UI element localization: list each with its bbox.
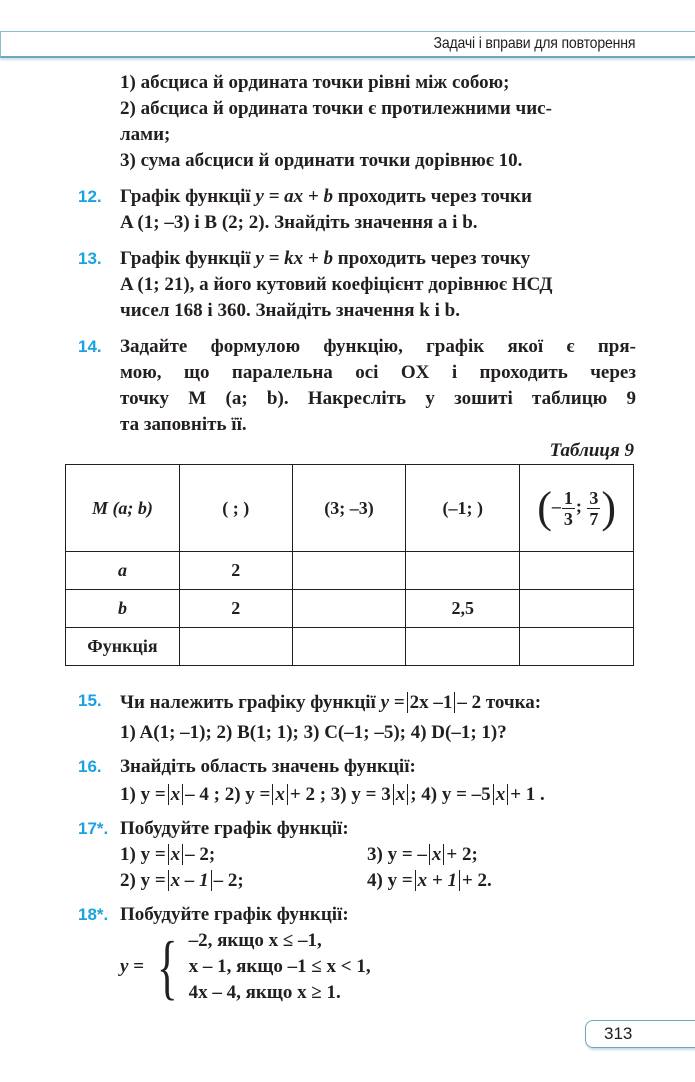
page-number: 313: [604, 1024, 633, 1043]
running-header: [0, 31, 695, 58]
task-number: 16.: [78, 757, 102, 776]
table-header-cell-fraction: (– $\frac{1}{3}$ ; $\frac{3}{7}$ ): [520, 465, 634, 552]
page-content-lower: [78, 688, 636, 1006]
task-text-line: Графік функції y = kx + b проходить через точку: [120, 248, 531, 269]
task-text-line: 1) A(1; –1); 2) B(1; 1); 3) C(–1; –5); 4) D(–1; 1)?: [120, 722, 507, 743]
table-caption: Таблиця 9: [549, 440, 634, 461]
row-label: b: [66, 590, 180, 628]
task-text-line: 1) y = x – 4 ; 2) y = x + 2 ; 3) y = 3 x ; 4) y = –5 x + 1 .: [120, 784, 545, 805]
list-item: 2) абсциса й ордината точки є протилежними чис-: [120, 98, 552, 119]
case-line: –2, якщо x ≤ –1,: [188, 930, 322, 951]
table-9: [65, 464, 634, 666]
fraction: $\frac{1}{3}$: [563, 487, 573, 529]
task-text-line: мою, що паралельна осі OX і проходить через: [120, 362, 636, 383]
table-row: [66, 628, 634, 666]
table-row: [66, 552, 634, 590]
task-text-line: точку M (a; b). Накресліть у зошиті таблицю 9: [120, 388, 636, 409]
task-text-line: Побудуйте графік функції:: [120, 818, 349, 839]
absolute-value: 2x –1: [407, 692, 456, 713]
table-cell: [520, 552, 634, 590]
task-text-line: Задайте формулою функцію, графік якої є пря-: [120, 336, 636, 357]
task-text-line: Чи належить графіку функції y = 2x –1 – 2 точка:: [120, 692, 542, 713]
task-text-line: Побудуйте графік функції:: [120, 904, 349, 925]
task-text-line: 1) y = x – 2; 3) y = – x + 2;: [120, 844, 478, 865]
table-header-cell: ( ; ): [179, 465, 292, 552]
task-number: 13.: [78, 249, 102, 268]
table-cell: 2: [179, 590, 292, 628]
table-cell: [292, 628, 406, 666]
task-number: 17*.: [78, 819, 109, 838]
case-line: x – 1, якщо –1 ≤ x < 1,: [188, 956, 371, 977]
task-16: [78, 754, 636, 810]
task-17: [78, 816, 636, 894]
task-14: [78, 334, 636, 438]
row-label: Функція: [66, 628, 180, 666]
right-paren: ): [601, 483, 616, 532]
header-title: Задачі і вправи для повторення: [433, 35, 635, 52]
list-item: лами;: [120, 124, 171, 145]
table-header-cell: (3; –3): [292, 465, 406, 552]
task-text-line: Графік функції y = ax + b проходить через точки: [120, 186, 532, 207]
table-cell: [406, 552, 520, 590]
left-paren: (: [537, 483, 552, 532]
list-item: 3) сума абсциси й ординати точки дорівнює 10.: [120, 150, 523, 171]
page-content: [78, 70, 636, 464]
task-number: 14.: [78, 337, 102, 356]
task-18: [78, 902, 636, 1006]
fraction: $\frac{3}{7}$: [589, 487, 599, 529]
table-cell: [520, 628, 634, 666]
page-number-tab: [585, 1020, 695, 1048]
task-text-line: A (1; 21), а його кутовий коефіцієнт дорівнює НСД: [120, 274, 553, 295]
table-cell: [292, 552, 406, 590]
task-text-line: 2) y = x – 1 – 2; 4) y = x + 1 + 2.: [120, 870, 492, 891]
task-11-continuation: [78, 70, 636, 174]
task-15: [78, 688, 636, 748]
task-number: 12.: [78, 187, 102, 206]
piecewise-function: y = { –2, якщо x ≤ –1, x – 1, якщо –1 ≤ x < 1, 4x – 4, якщо x ≥ 1.: [120, 927, 371, 1007]
table-cell: [406, 628, 520, 666]
table-cell: [179, 628, 292, 666]
table-cell: [520, 590, 634, 628]
task-number: 15.: [78, 691, 102, 710]
task-12: [78, 184, 636, 236]
table-cell: [292, 590, 406, 628]
task-text-line: A (1; –3) і B (2; 2). Знайдіть значення a і b.: [120, 212, 478, 233]
task-text-line: чисел 168 і 360. Знайдіть значення k і b.: [120, 300, 460, 321]
table-cell: 2: [179, 552, 292, 590]
case-line: 4x – 4, якщо x ≥ 1.: [188, 982, 341, 1003]
left-brace: {: [156, 927, 178, 1007]
table-header-row: [66, 465, 634, 552]
task-text-line: Знайдіть область значень функції:: [120, 756, 416, 777]
table-header-cell: M (a; b): [66, 465, 180, 552]
formula: y = kx + b: [255, 248, 333, 269]
list-item: 1) абсциса й ордината точки рівні між собою;: [120, 72, 510, 93]
formula: y = ax + b: [255, 186, 333, 207]
row-label: a: [66, 552, 180, 590]
task-number: 18*.: [78, 905, 109, 924]
table-cell: 2,5: [406, 590, 520, 628]
task-13: [78, 246, 636, 324]
task-text-line: та заповніть її.: [120, 414, 247, 435]
table-header-cell: (–1; ): [406, 465, 520, 552]
table-row: [66, 590, 634, 628]
